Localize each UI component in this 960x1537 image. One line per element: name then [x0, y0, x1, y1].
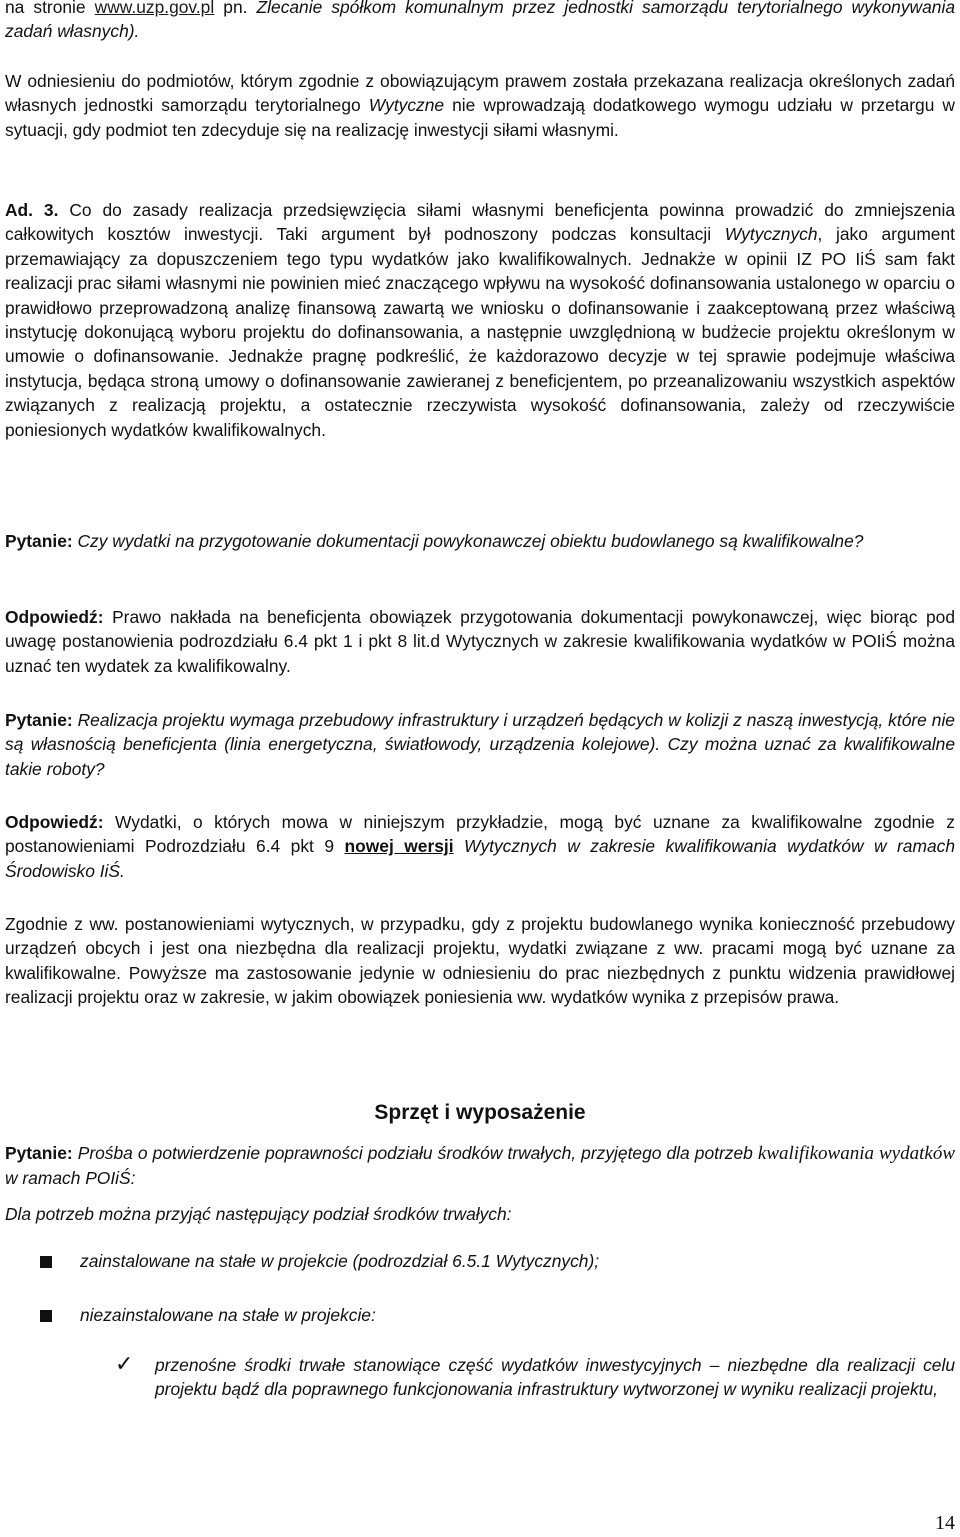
square-bullet-icon — [40, 1256, 52, 1268]
italic-text: Zlecanie spółkom komunalnym przez jednostki samorządu terytorialnego wykonywania zadań własnych). — [5, 0, 955, 42]
page-number: 14 — [935, 1512, 955, 1534]
question-1 — [5, 529, 955, 553]
question-text: w ramach POIiŚ: — [5, 1168, 136, 1189]
italic-text: Wytyczne — [368, 95, 445, 116]
checkmark-icon: ✓ — [115, 1352, 134, 1377]
answer-text: Wydatki, o których mowa w niniejszym przykładzie, mogą być uznane za kwalifikowalne zgodnie z postanowieniami Podrozdziału 6.4 pkt 9 — [5, 812, 955, 857]
paragraph-uzp — [5, 0, 955, 44]
question-text: Czy wydatki na przygotowanie dokumentacji powykonawczej obiektu budowlanego są kwalifikowalne? — [77, 531, 864, 551]
new-version-emphasis: nowej wersji — [344, 836, 454, 857]
question-label: Pytanie: — [5, 1143, 73, 1163]
answer-label: Odpowiedź: — [5, 607, 104, 627]
paragraph-zgodnie — [5, 912, 955, 1010]
question-text: Prośba o potwierdzenie poprawności podziału środków trwałych, przyjętego dla potrzeb — [77, 1143, 753, 1163]
paragraph-podmioty — [5, 69, 955, 142]
paragraph-ad3 — [5, 198, 955, 442]
section-heading: Sprzęt i wyposażenie — [374, 1101, 586, 1124]
question-3 — [5, 1141, 955, 1191]
text: , jako argument przemawiający za dopuszczeniem tego typu wydatków jako kwalifikowalnych. Jednakże w opinii IZ PO IiŚ sam fakt realizacji prac siłami własnymi nie powinien mieć znaczącego wpływu na wysokość dofinansowania ustalonego w oparciu o prawidłowo przeprowadzoną analizę finansową zawartą we wniosku o dofinansowanie i zaakceptowaną przez właściwą instytucję dokonującą wyboru projektu do dofinansowania, a następnie uwzględnioną w budżecie projektu określonym w umowie o dofinansowanie. Jednakże pragnę podkreślić, że każdorazowo decyzje w tej sprawie podejmuje właściwa instytucja, będąca stroną umowy o dofinansowanie zawieranej z beneficjentem, po przeanalizowaniu wszystkich aspektów związanych z realizacją projektu, a ostatecznie rzeczywista wysokość dofinansowania, zależy od rzeczywiście poniesionych wydatków kwalifikowalnych. — [5, 224, 955, 440]
serif-italic-text: kwalifikowania wydatków — [757, 1143, 955, 1164]
intro-line: Dla potrzeb można przyjąć następujący podział środków trwałych: — [5, 1204, 512, 1224]
text: nie wprowadzają dodatkowego wymogu udziału w przetargu w sytuacji, gdy podmiot ten zdecyduje się na realizację inwestycji siłami własnymi. — [5, 95, 955, 140]
text: Co do zasady realizacja przedsięwzięcia siłami własnymi beneficjenta powinna prowadzić do zmniejszenia całkowitych kosztów inwestycji. Taki argument był podnoszony podczas konsultacji — [5, 200, 955, 245]
square-bullet-icon — [40, 1310, 52, 1322]
text: na stronie — [5, 0, 86, 17]
question-label: Pytanie: — [5, 531, 73, 551]
text: Zgodnie z ww. postanowieniami wytycznych, w przypadku, gdy z projektu budowlanego wynika konieczność przebudowy urządzeń obcych i jest ona niezbędna dla realizacji projektu, wydatki związane z ww. pracami mogą być uznane za kwalifikowalne. Powyższe ma zastosowanie jedynie w odniesieniu do prac niezbędnych z punktu widzenia prawidłowej realizacji projektu oraz w zakresie, w jakim obowiązek poniesienia ww. wydatków wynika z przepisów prawa. — [5, 914, 955, 1008]
text: W odniesieniu do podmiotów, którym zgodnie z obowiązującym prawem została przekazana realizacja określonych zadań własnych jednostki samorządu terytorialnego — [5, 71, 955, 116]
question-label: Pytanie: — [5, 710, 73, 730]
sub-item: przenośne środki trwałe stanowiące część wydatków inwestycyjnych – niezbędne dla realizacji celu projektu bądź dla poprawnego funkcjonowania infrastruktury wytworzonej w wyniku realizacji projektu, — [155, 1355, 955, 1400]
question-2 — [5, 708, 955, 781]
italic-text: Wytycznych w zakresie kwalifikowania wydatków w ramach Środowisko IiŚ. — [5, 836, 956, 881]
answer-1 — [5, 605, 955, 678]
bullet-item: niezainstalowane na stałe w projekcie: — [80, 1305, 376, 1325]
uzp-link[interactable]: www.uzp.gov.pl — [94, 0, 215, 17]
question-text: Realizacja projektu wymaga przebudowy infrastruktury i urządzeń będących w kolizji z naszą inwestycją, które nie są własnością beneficjenta (linia energetyczna, światłowody, urządzenia kolejowe). Czy można uznać za kwalifikowalne takie roboty? — [5, 710, 955, 779]
bullet-item: zainstalowane na stałe w projekcie (podrozdział 6.5.1 Wytycznych); — [80, 1251, 600, 1271]
italic-text: Wytycznych — [724, 224, 818, 245]
answer-2 — [5, 810, 955, 883]
ad3-label: Ad. 3. — [5, 200, 59, 220]
text: pn. — [223, 0, 248, 17]
answer-text: Prawo nakłada na beneficjenta obowiązek przygotowania dokumentacji powykonawczej, więc biorąc pod uwagę postanowienia podrozdziału 6.4 pkt 1 i pkt 8 lit.d Wytycznych w zakresie kwalifikowania wydatków w POIiŚ można uznać ten wydatek za kwalifikowalny. — [5, 607, 955, 676]
answer-label: Odpowiedź: — [5, 812, 104, 832]
